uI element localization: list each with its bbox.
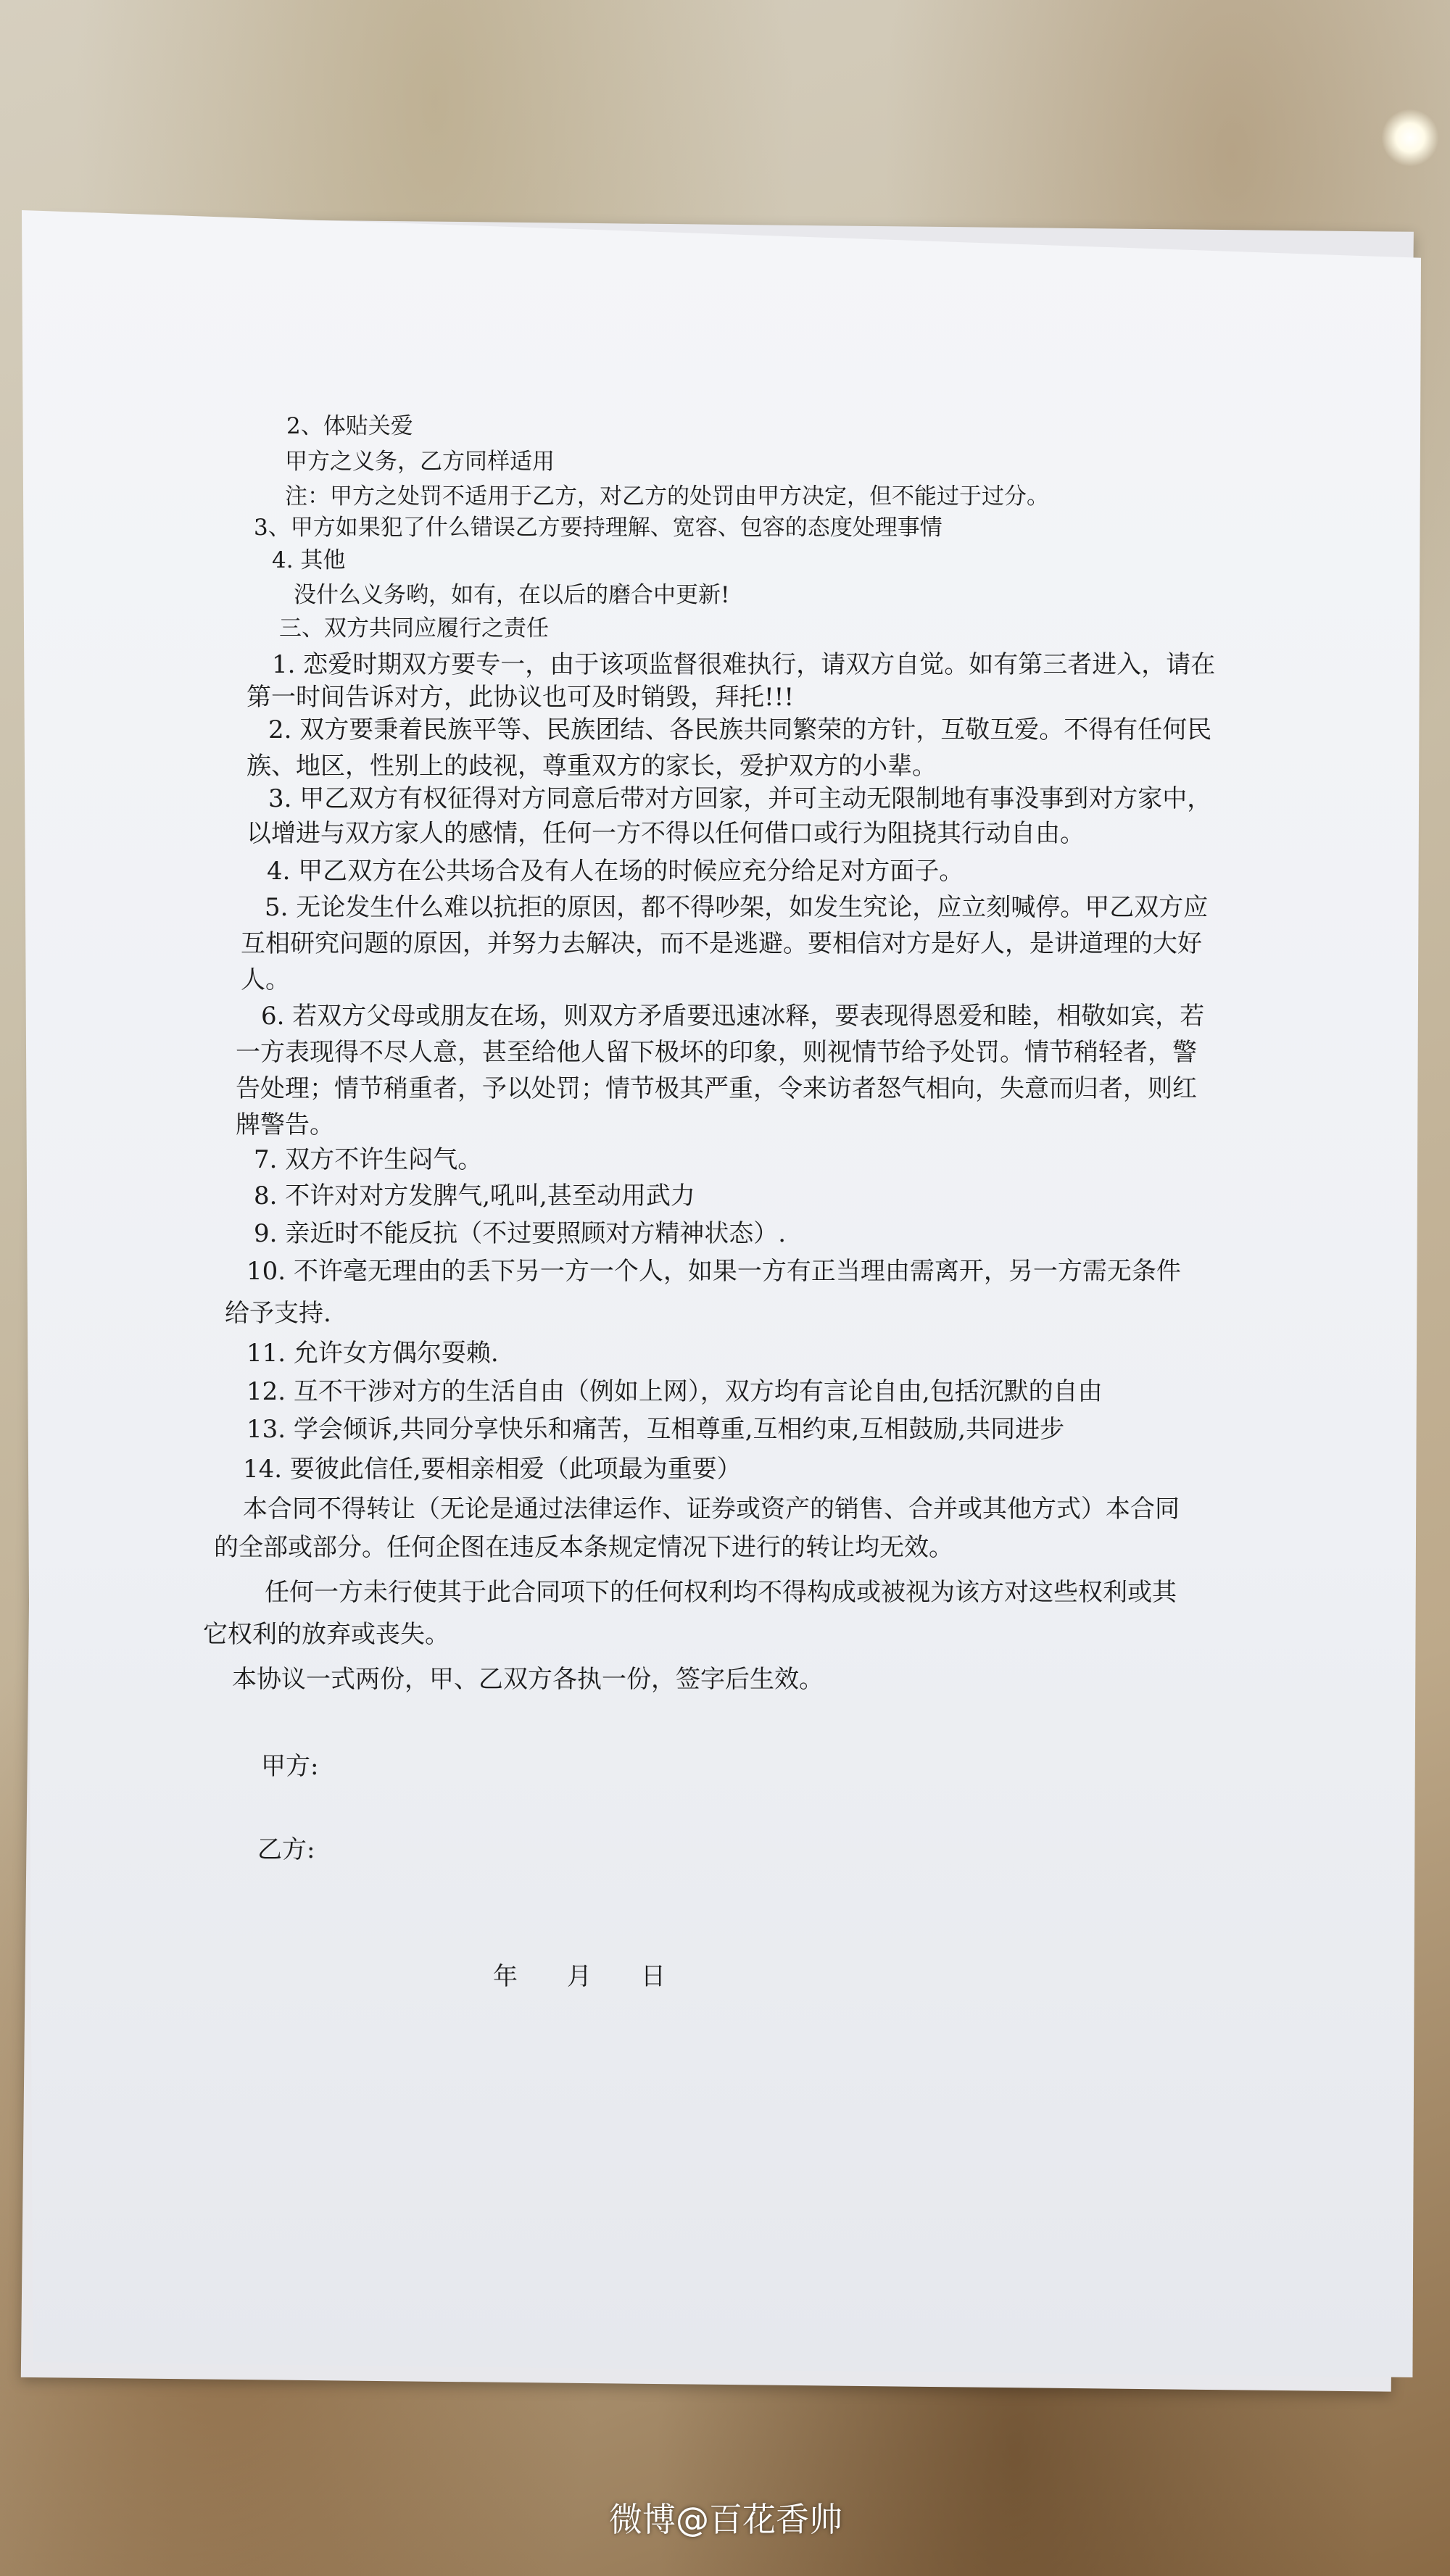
- clause-line: 14. 要彼此信任,要相亲相爱（此项最为重要）: [243, 1455, 742, 1484]
- clause-line: 互相研究问题的原因，并努力去解决，而不是逃避。要相信对方是好人，是讲道理的大好: [241, 929, 1202, 958]
- clause-line: 第一时间告诉对方，此协议也可及时销毁，拜托!!!: [246, 683, 794, 712]
- paragraph-line: 本协议一式两份，甲、乙双方各执一份，签字后生效。: [232, 1665, 824, 1694]
- clause-line: 8. 不许对对方发脾气,吼叫,甚至动用武力: [254, 1181, 695, 1210]
- paragraph-line: 它权利的放弃或丧失。: [203, 1620, 450, 1649]
- section-heading: 4. 其他: [272, 547, 346, 573]
- paragraph-line: 的全部或部分。任何企图在违反本条规定情况下进行的转让均无效。: [214, 1533, 953, 1562]
- clause-line: 1. 恋爱时期双方要专一，由于该项监督很难执行，请双方自觉。如有第三者进入，请在: [272, 650, 1216, 679]
- text-line: 没什么义务哟，如有，在以后的磨合中更新!: [294, 582, 730, 608]
- clause-line: 给予支持.: [225, 1299, 331, 1328]
- clause-line: 以增进与双方家人的感情，任何一方不得以任何借口或行为阻挠其行动自由。: [246, 819, 1085, 848]
- clause-line: 2. 双方要秉着民族平等、民族团结、各民族共同繁荣的方针，互敬互爱。不得有任何民: [268, 715, 1212, 744]
- clause-line: 人。: [241, 965, 290, 994]
- party-b-signature-label: 乙方:: [257, 1835, 315, 1864]
- clause-line: 4. 甲乙双方在公共场合及有人在场的时候应充分给足对方面子。: [267, 857, 964, 886]
- clause-line: 告处理；情节稍重者，予以处罚；情节极其严重，令来访者怒气相向，失意而归者，则红: [236, 1074, 1197, 1103]
- clause-line: 7. 双方不许生闷气。: [254, 1145, 483, 1174]
- clause-line: 12. 互不干涉对方的生活自由（例如上网），双方均有言论自由,包括沉默的自由: [246, 1377, 1103, 1406]
- paragraph-line: 本合同不得转让（无论是通过法律运作、证券或资产的销售、合并或其他方式）本合同: [243, 1495, 1180, 1524]
- clause-line: 3. 甲乙双方有权征得对方同意后带对方回家，并可主动无限制地有事没事到对方家中，: [268, 784, 1212, 813]
- clause-line: 牌警告。: [236, 1110, 334, 1139]
- text-line: 3、甲方如果犯了什么错误乙方要持理解、宽容、包容的态度处理事情: [254, 515, 942, 541]
- section-heading: 2、体贴关爱: [286, 413, 413, 439]
- party-a-signature-label: 甲方:: [261, 1752, 319, 1781]
- section-heading: 三、双方共同应履行之责任: [279, 615, 549, 641]
- clause-line: 5. 无论发生什么难以抗拒的原因，都不得吵架，如发生究论，应立刻喊停。甲乙双方应: [265, 893, 1209, 922]
- text-line: 甲方之义务，乙方同样适用: [285, 449, 555, 475]
- clause-line: 6. 若双方父母或朋友在场，则双方矛盾要迅速冰释，要表现得恩爱和睦，相敬如宾，若: [261, 1002, 1205, 1031]
- clause-line: 一方表现得不尽人意，甚至给他人留下极坏的印象，则视情节给予处罚。情节稍轻者，警: [236, 1038, 1197, 1067]
- date-line: 年 月 日: [493, 1962, 666, 1991]
- clause-line: 10. 不许毫无理由的丢下另一方一个人，如果一方有正当理由需离开，另一方需无条件: [246, 1257, 1181, 1286]
- paragraph-line: 任何一方未行使其于此合同项下的任何权利均不得构成或被视为该方对这些权利或其: [265, 1578, 1177, 1607]
- weibo-watermark: 微博@百花香帅: [609, 2500, 842, 2539]
- clause-line: 13. 学会倾诉,共同分享快乐和痛苦，互相尊重,互相约束,互相鼓励,共同进步: [246, 1415, 1065, 1444]
- text-line: 注：甲方之处罚不适用于乙方，对乙方的处罚由甲方决定，但不能过于过分。: [285, 483, 1049, 510]
- clause-line: 族、地区，性别上的歧视，尊重双方的家长，爱护双方的小辈。: [246, 752, 937, 781]
- clause-line: 11. 允许女方偶尔耍赖.: [246, 1339, 499, 1368]
- clause-line: 9. 亲近时不能反抗（不过要照顾对方精神状态）.: [254, 1219, 787, 1248]
